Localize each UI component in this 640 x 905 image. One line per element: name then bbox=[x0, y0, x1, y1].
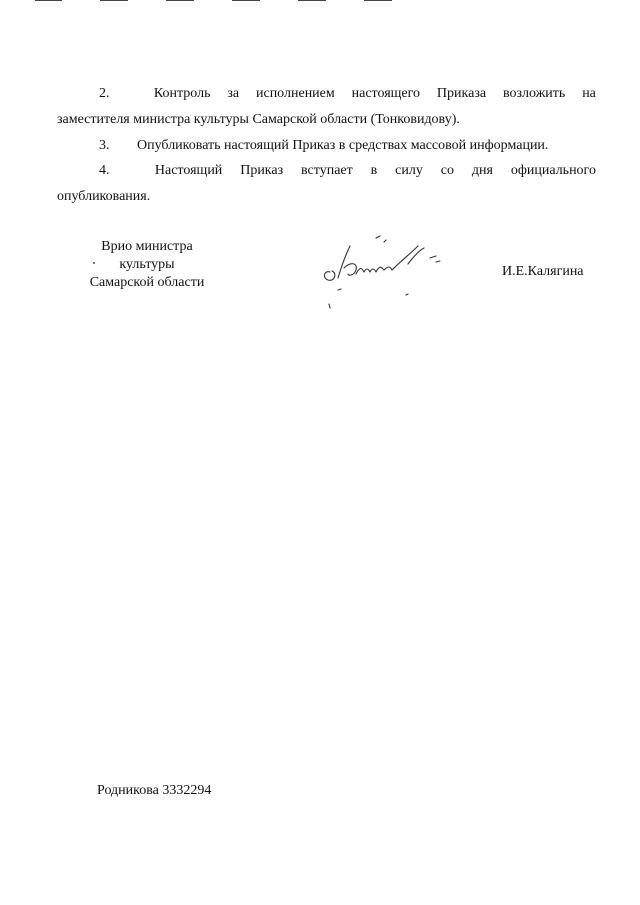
line-text: опубликования. bbox=[57, 189, 151, 204]
item-number: 3. bbox=[99, 138, 110, 153]
item-3 bbox=[57, 133, 596, 159]
word: в bbox=[370, 163, 378, 178]
word: Контроль bbox=[153, 86, 211, 101]
word: исполнением bbox=[255, 86, 335, 101]
word: силу bbox=[395, 163, 423, 178]
word: на bbox=[582, 86, 596, 101]
word: вступает bbox=[301, 163, 353, 178]
word: Приказа bbox=[436, 86, 487, 101]
signer-title-line: культуры bbox=[119, 257, 175, 272]
word: настоящего bbox=[351, 86, 421, 101]
item-number: 4. bbox=[99, 163, 110, 178]
word: Настоящий bbox=[154, 163, 223, 178]
executor-contact: Родникова 3332294 bbox=[97, 783, 212, 798]
word: возложить bbox=[502, 86, 566, 101]
word: за bbox=[227, 86, 240, 101]
signature-image bbox=[318, 228, 458, 318]
top-rule bbox=[232, 0, 260, 1]
item-3-line-1 bbox=[57, 133, 596, 159]
item-4-line-2 bbox=[57, 184, 596, 210]
top-rules bbox=[0, 0, 640, 4]
signer-title bbox=[72, 238, 222, 292]
item-2-line-1 bbox=[57, 81, 596, 107]
line-text: заместителя министра культуры Самарской области (Тонковидову). bbox=[57, 112, 460, 127]
word: официального bbox=[510, 163, 596, 178]
word: Приказ bbox=[240, 163, 284, 178]
top-rule bbox=[166, 0, 194, 1]
word: со bbox=[440, 163, 454, 178]
top-rule bbox=[100, 0, 128, 1]
item-2 bbox=[57, 81, 596, 133]
item-4-line-1 bbox=[57, 158, 596, 184]
item-number: 2. bbox=[99, 86, 110, 101]
line-text: Опубликовать настоящий Приказ в средствах массовой информации. bbox=[137, 138, 549, 153]
signer-name: И.Е.Калягина bbox=[502, 264, 584, 279]
word: дня bbox=[471, 163, 493, 178]
item-4 bbox=[57, 158, 596, 210]
item-2-line-2 bbox=[57, 107, 596, 133]
stray-mark bbox=[93, 262, 95, 264]
top-rule bbox=[364, 0, 392, 1]
signer-title-line: Самарской области bbox=[89, 275, 205, 290]
top-rule bbox=[35, 0, 62, 1]
signer-title-line: Врио министра bbox=[101, 239, 193, 254]
top-rule bbox=[298, 0, 326, 1]
